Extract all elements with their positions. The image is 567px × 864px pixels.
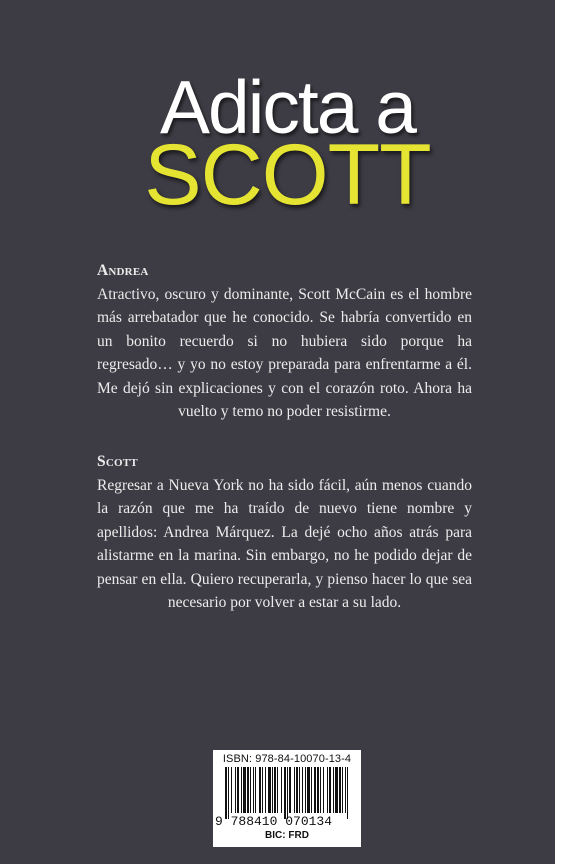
barcode-bar	[262, 767, 263, 813]
barcode-bar	[231, 767, 232, 813]
blurb-scott	[97, 450, 472, 615]
speaker-scott: Scott	[97, 453, 138, 470]
barcode-bar	[345, 767, 346, 813]
barcode-icon	[223, 767, 353, 819]
barcode-bar	[243, 767, 246, 813]
barcode-bar	[284, 767, 286, 819]
blurb-andrea-text: Atractivo, oscuro y dominante, Scott McCain es el hombre más arrebatador que he conocido. Se habría convertido en un bonito recuerdo si no hubiera sido porque ha regresado… y yo no estoy preparada para enfrentarme a él. Me dejó sin explicaciones y con el corazón roto. Ahora ha vuelto y temo no poder resistirme.	[97, 285, 472, 420]
barcode-bar	[327, 767, 328, 813]
barcode-bar	[314, 767, 316, 813]
barcode-bar	[250, 767, 251, 813]
barcode-bar	[299, 767, 300, 813]
barcode-bar	[320, 767, 321, 813]
barcode-bar	[253, 767, 254, 813]
barcode-bar	[225, 767, 227, 819]
barcode-bar	[272, 767, 273, 813]
barcode-bar	[317, 767, 319, 813]
barcode-bar	[255, 767, 256, 813]
isbn-label: ISBN: 978-84-10070-13-4	[222, 753, 352, 765]
barcode-bar	[241, 767, 242, 813]
barcode-bar	[277, 767, 278, 813]
bic-code: BIC: FRD	[265, 830, 309, 841]
barcode-bar	[335, 767, 338, 813]
barcode-bar	[329, 767, 331, 813]
barcode-bar	[342, 767, 343, 813]
barcode-bar	[333, 767, 334, 813]
barcode-bar	[235, 767, 236, 813]
title-line-2: SCOTT	[144, 127, 431, 223]
barcode-bar	[323, 767, 324, 813]
barcode-box	[213, 750, 361, 847]
barcode-bar	[296, 767, 298, 813]
barcode-bar	[259, 767, 261, 813]
barcode-bar	[265, 767, 266, 813]
barcode-bar	[294, 767, 295, 813]
barcode-bar	[289, 767, 291, 813]
barcode-bar	[339, 767, 341, 813]
title-line-1: Adicta a	[160, 65, 415, 149]
barcode-bar	[347, 767, 348, 819]
barcode-bar	[268, 767, 271, 813]
barcode-bar	[247, 767, 249, 813]
barcode-bar	[274, 767, 276, 813]
barcode-bar	[281, 767, 282, 813]
blurb-scott-text: Regresar a Nueva York no ha sido fácil, aún menos cuando la razón que me ha traído de nuevo tiene nombre y apellidos: Andrea Márquez. La dejé ocho años atrás para alistarme en la marina. Sin embargo, no he podido dejar de pensar en ella. Quiero recuperarla, y pienso hacer lo que sea necesario por volver a estar a su lado.	[97, 476, 472, 611]
barcode-bar	[228, 767, 229, 819]
blurb-andrea	[97, 259, 472, 424]
barcode-bar	[237, 767, 239, 813]
barcode-digits: 9 788410 070134	[215, 814, 333, 829]
barcode-bar	[305, 767, 306, 813]
speaker-andrea: Andrea	[97, 262, 149, 279]
barcode-bar	[287, 767, 288, 819]
barcode-bar	[307, 767, 310, 813]
barcode-bar	[311, 767, 312, 813]
barcode-bar	[302, 767, 303, 813]
